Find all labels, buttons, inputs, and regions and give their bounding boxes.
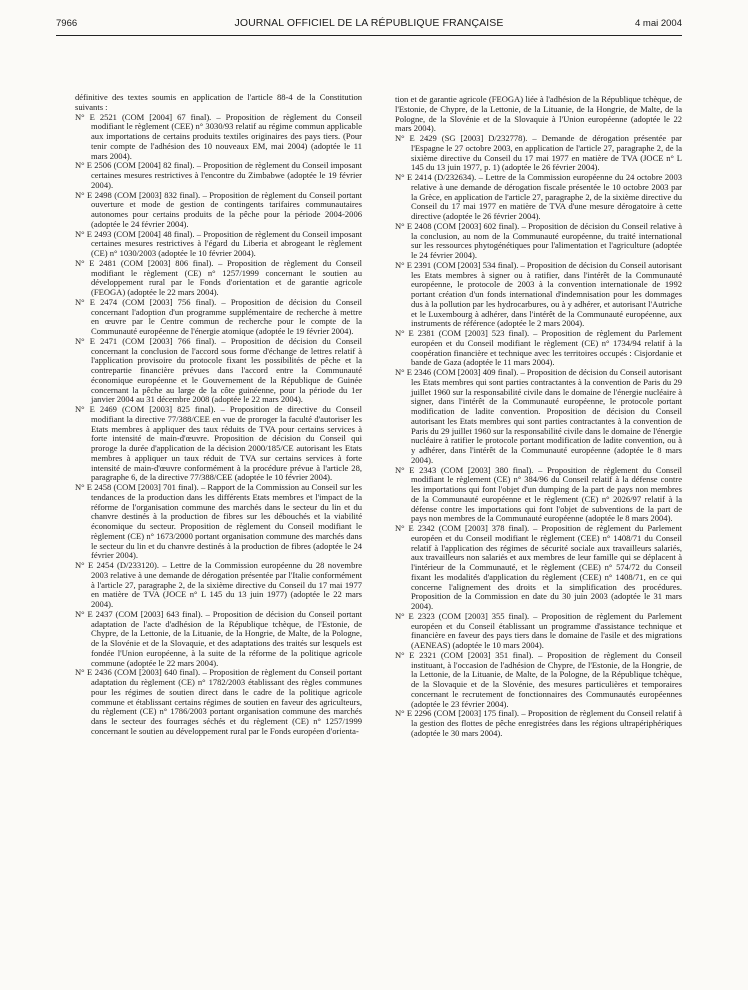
- entry-reference: N° E 2436 (COM [2003] 640 final).: [75, 667, 201, 678]
- entry-reference: N° E 2343 (COM [2003] 380 final).: [395, 464, 534, 475]
- entry-text: – Proposition de décision du Conseil concernant l'adoption d'un programme supplémentaire de recherche à mettre en œuvre par le Centre commun de recherche pour le compte de la Communauté européenne de l'énergie atomique (adoptée le 19 février 2004).: [91, 296, 362, 336]
- document-entry: [75, 483, 362, 561]
- document-entry: [75, 230, 362, 259]
- entry-text: – Proposition de décision du Conseil autorisant les Etats membres à signer ou à ratifier, dans l'intérêt de la Communauté européenne, le protocole de 2003 à la convention internationale de 1992 portant création d'un fonds international d'indemnisation pour les dommages dus à la pollution par les hydrocarbures, ou à y adhérer, et autorisant l'Autriche et le Luxembourg à adhérer, dans l'intérêt de la Communauté européenne, aux instruments de référence (adoptée le 2 mars 2004).: [411, 259, 682, 329]
- entry-reference: N° E 2521 (COM [2004] 67 final).: [75, 111, 212, 122]
- entry-reference: N° E 2471 (COM [2003] 766 final).: [75, 335, 217, 346]
- document-entry: [395, 368, 682, 466]
- entry-text: – Lettre de la Commission européenne du 28 novembre 2003 relative à une demande de dérogation présentée par l'Italie conformément à l'article 27, paragraphe 2, de la sixième directive du Conseil du 17 mai 1977 en matière de TVA (JOCE n° L 145 du 13 juin 1977) (adoptée le 22 mars 2004).: [91, 560, 362, 609]
- page-header: [56, 16, 682, 32]
- document-entry: [395, 329, 682, 368]
- entry-reference: N° E 2342 (COM [2003] 378 final).: [395, 523, 530, 533]
- header-rule: [56, 35, 682, 36]
- entry-reference: N° E 2458 (COM [2003] 701 final).: [75, 482, 199, 492]
- document-entry: [75, 337, 362, 405]
- entry-reference: N° E 2437 (COM [2003] 643 final).: [75, 608, 203, 619]
- document-entry: [395, 524, 682, 612]
- entry-reference: N° E 2481 (COM [2003] 806 final).: [75, 257, 214, 268]
- document-entry: [75, 161, 362, 190]
- continuation-paragraph: tion et de garantie agricole (FEOGA) liée à l'adhésion de la République tchèque, de l'Estonie, de Chypre, de la Lettonie, de la Lituanie, de la Hongrie, de Malte, de la Pologne, de la Slovénie et de la Slovaquie à l'Union européenne (adoptée le 22 mars 2004).: [395, 94, 682, 134]
- page-number: 7966: [56, 18, 78, 29]
- entry-text: – Demande de dérogation présentée par l'Espagne le 27 octobre 2003, en application de l'article 27, paragraphe 2, de la sixième directive du Conseil du 17 mai 1977 en matière de TVA (JOCE n° L 145 du 13 juin 1977, p. 1) (adoptée le 26 février 2004).: [411, 133, 682, 173]
- entry-reference: N° E 2469 (COM [2003] 825 final).: [75, 404, 216, 414]
- document-entry: [75, 298, 362, 337]
- entry-text: – Proposition de règlement du Conseil portant adaptation du règlement (CE) n° 1782/2003 établissant des règles communes pour les régimes de soutien direct dans le cadre de la politique agricole commune et établissant certains régimes de soutien en faveur des agriculteurs, du règlement (CE) n° 1786/2003 portant organisation commune des marchés dans le secteur des fourrages séchés et du règlement (CE) n° 1257/1999 concernant le soutien au développement rural par le Fonds européen d'orienta-: [91, 667, 363, 736]
- document-entry: [395, 261, 682, 329]
- document-entry: [75, 405, 362, 483]
- entry-text: – Proposition de décision du Conseil concernant la conclusion de l'accord sous forme d'échange de lettres relatif à l'application provisoire du protocole fixant les possibilités de pêche et la contrepartie financière prévues dans l'accord entre la Communauté économique européenne et le Gouvernement de la République de Guinée concernant la pêche au large de la côte guinéenne, pour la période du 1er janvier 2004 au 31 décembre 2008 (adoptée le 22 mars 2004).: [91, 335, 362, 405]
- entry-text: – Lettre de la Commission européenne du 24 octobre 2003 relative à une demande de dérogation fiscale présentée le 10 octobre 2003 par la Grèce, en application de l'article 27, paragraphe 2, de la sixième directive du Conseil du 17 mai 1977 en matière de TVA d'une mesure dérogatoire à cette directive (adoptée le 26 février 2004).: [411, 172, 682, 221]
- entry-text: – Proposition de règlement du Conseil instituant, à l'occasion de l'adhésion de Chypre, de l'Estonie, de la Hongrie, de la Lettonie, de la Lituanie, de Malte, de la Pologne, de la République tchèque, de la Slovaquie et de la Slovénie, des mesures particulières et temporaires concernant le recrutement de fonctionnaires des Communautés européennes (adoptée le 23 février 2004).: [411, 649, 682, 709]
- entry-text: – Proposition de règlement du Conseil modifiant le règlement (CE) n° 384/96 du Conseil relatif à la défense contre les importations qui font l'objet d'un dumping de la part de pays non membres de la Communauté européenne et le règlement (CE) n° 2026/97 relatif à la défense contre les importations qui font l'objet de subventions de la part de pays non membres de la Communauté européenne (adoptée le 8 mars 2004).: [411, 464, 682, 524]
- entry-reference: N° E 2493 (COM [2004] 48 final).: [75, 228, 195, 239]
- entry-reference: N° E 2296 (COM [2003] 175 final).: [395, 708, 520, 719]
- entry-reference: N° E 2506 (COM [2004] 82 final).: [75, 160, 195, 171]
- document-entry: [395, 612, 682, 651]
- entry-text: – Proposition de règlement du Parlement européen et du Conseil modifiant le règlement (CEE) n° 1408/71 du Conseil relatif à l'application des régimes de sécurité sociale aux travailleurs salariés, aux travailleurs non salariés et aux membres de leur famille qui se déplacent à l'intérieur de la Communauté, et le règlement (CEE) n° 574/72 du Conseil fixant les modalités d'application du règlement (CEE) n° 1408/71, en ce qui concerne l'alignement des droits et la simplification des procédures. Proposition de la Commission en date du 30 juin 2003 (adoptée le 31 mars 2004).: [411, 523, 682, 611]
- document-entry: [75, 561, 362, 610]
- entry-reference: N° E 2429 (SG [2003] D/232778).: [395, 133, 528, 143]
- entry-reference: N° E 2381 (COM [2003] 523 final).: [395, 328, 530, 338]
- journal-title: JOURNAL OFFICIEL DE LA RÉPUBLIQUE FRANÇAISE: [234, 17, 504, 29]
- entry-reference: N° E 2474 (COM [2003] 756 final).: [75, 296, 217, 307]
- document-entry: [75, 259, 362, 298]
- entry-text: – Proposition de règlement du Parlement européen et du Conseil établissant un programme d'assistance technique et financière en faveur des pays tiers dans le domaine de l'asile et des migrations (AENEAS) (adoptée le 10 mars 2004).: [411, 610, 682, 650]
- entry-reference: N° E 2408 (COM [2003] 602 final).: [395, 220, 520, 231]
- entry-reference: N° E 2321 (COM [2003] 351 final).: [395, 649, 534, 660]
- entry-reference: N° E 2391 (COM [2003] 534 final).: [395, 259, 519, 270]
- entry-reference: N° E 2454 (D/233120).: [75, 560, 159, 570]
- entry-text: – Proposition de directive du Conseil modifiant la directive 77/388/CEE en vue de proroger la faculté d'autoriser les Etats membres à appliquer des taux réduits de TVA pour certains services à forte intensité de main-d'œuvre. Proposition de décision du Conseil qui proroge la durée d'application de la décision 2000/185/CE autorisant les Etats membres à appliquer un taux réduit de TVA sur certains services à forte intensité de main-d'œuvre conformément à la procédure prévue à l'article 28, paragraphe 6, de la directive 77/388/CEE (adoptée le 10 février 2004).: [91, 404, 362, 483]
- entry-text: – Proposition de règlement du Conseil relatif à la gestion des flottes de pêche enregistrées dans les régions ultrapériphériques (adoptée le 30 mars 2004).: [411, 708, 682, 738]
- entry-reference: N° E 2346 (COM [2003] 409 final).: [395, 367, 519, 377]
- entry-reference: N° E 2498 (COM [2003] 832 final).: [75, 189, 201, 200]
- entry-text: – Proposition de décision du Conseil autorisant les Etats membres qui sont parties contractantes à la convention de Paris du 29 juillet 1960 sur la responsabilité civile dans le domaine de l'énergie nucléaire à signer, dans l'intérêt de la Communauté européenne, le protocole portant modification de ladite convention. Proposition de décision du Conseil autorisant les Etats membres qui sont parties contractantes à la convention de Paris du 29 juillet 1960 sur la responsabilité civile dans le domaine de l'énergie nucléaire à ratifier le protocole portant modification de ladite convention, ou à y adhérer, dans l'intérêt de la Communauté européenne (adoptée le 8 mars 2004).: [411, 367, 682, 465]
- entry-text: – Proposition de règlement du Conseil modifiant le règlement (CEE) n° 3030/93 relatif au régime commun applicable aux importations de certains produits textiles originaires des pays tiers. (Pour tenir compte de l'adhésion des 10 nouveaux EM, mai 2004) (adoptée le 11 mars 2004).: [91, 111, 362, 161]
- document-entry: [395, 222, 682, 261]
- entry-reference: N° E 2323 (COM [2003] 355 final).: [395, 610, 530, 621]
- entry-text: – Rapport de la Commission au Conseil sur les tendances de la production dans les différents Etats membres et l'impact de la réforme de l'organisation commune des marchés dans le secteur du lin et du chanvre destinés à la production de fibres sur les débouchés et la viabilité économique du secteur. Proposition de règlement du Conseil modifiant le règlement (CE) n° 1673/2000 portant organisation commune des marchés dans le secteur du lin et du chanvre destinés à la production de fibres (adoptée le 24 février 2004).: [91, 482, 362, 561]
- entry-text: – Proposition de règlement du Conseil modifiant le règlement (CE) n° 1257/1999 concernant le soutien au développement rural par le Fonds d'orientation et de garantie agricole (FEOGA) (adoptée le 22 mars 2004).: [91, 257, 362, 297]
- left-column: [75, 93, 362, 737]
- entry-reference: N° E 2414 (D/232634).: [395, 172, 477, 182]
- entry-text: – Proposition de décision du Conseil relative à la conclusion, au nom de la Communauté européenne, du traité international sur les ressources phytogénétiques pour l'alimentation et l'agriculture (adoptée le 24 février 2004).: [411, 220, 682, 260]
- document-entry: [395, 134, 682, 173]
- entry-text: – Proposition de règlement du Conseil portant ouverture et mode de gestion de contingents tarifaires communautaires autonomes pour certains produits de la pêche pour la période 2004-2006 (adoptée le 24 février 2004).: [91, 189, 363, 229]
- right-column: [395, 95, 682, 739]
- entry-text: – Proposition de décision du Conseil portant adaptation de l'acte d'adhésion de la République tchèque, de l'Estonie, de Chypre, de la Lettonie, de la Lituanie, de la Hongrie, de Malte, de la Pologne, de la Slovénie et de la Slovaquie, et des adaptations des traités sur lesquels est fondée l'Union européenne, à la suite de la réforme de la politique agricole commune (adoptée le 22 mars 2004).: [91, 608, 363, 668]
- intro-paragraph: définitive des textes soumis en application de l'article 88-4 de la Constitution suivants :: [75, 92, 362, 112]
- entry-text: – Proposition de règlement du Conseil imposant certaines mesures restrictives à l'égard du Liberia et abrogeant le règlement (CE) n° 1030/2003 (adoptée le 10 février 2004).: [91, 228, 362, 258]
- document-entry: [75, 191, 362, 230]
- publication-date: 4 mai 2004: [634, 18, 682, 29]
- document-entry: [395, 709, 682, 738]
- document-entry: [75, 610, 362, 669]
- entry-text: – Proposition de règlement du Parlement européen et du Conseil modifiant le règlement (CE) n° 1734/94 relatif à la coopération financière et technique avec les territoires occupés : Cisjordanie et bande de Gaza (adoptée le 11 mars 2004).: [411, 328, 682, 368]
- document-entry: [395, 651, 682, 710]
- document-entry: [75, 668, 362, 736]
- document-entry: [395, 173, 682, 222]
- entry-text: – Proposition de règlement du Conseil imposant certaines mesures restrictives à l'encontre du Zimbabwe (adoptée le 19 février 2004).: [91, 160, 362, 190]
- document-entry: [75, 113, 362, 162]
- document-entry: [395, 466, 682, 525]
